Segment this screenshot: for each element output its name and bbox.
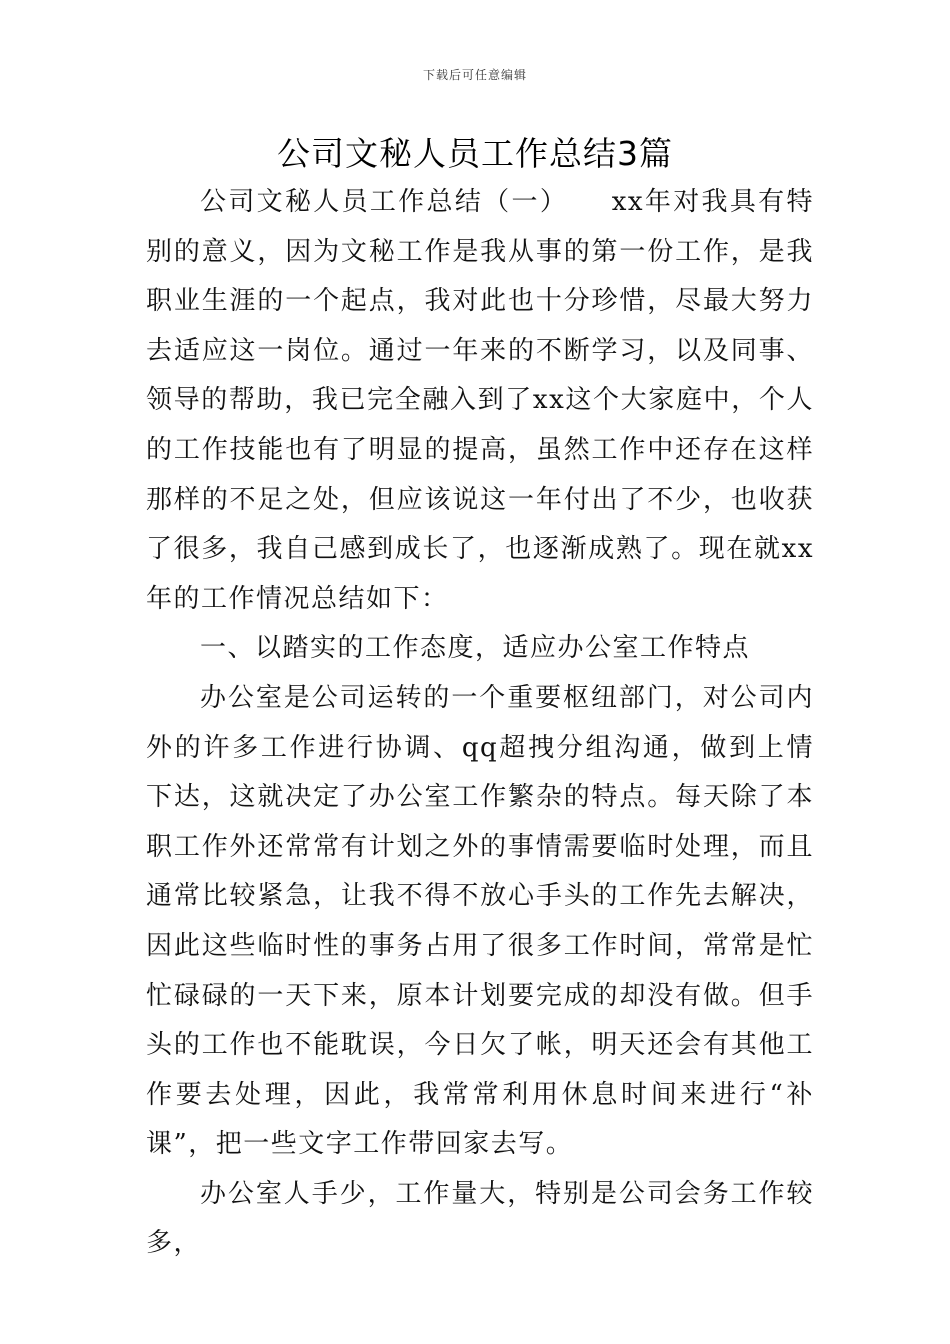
header-note: 下载后可任意编辑	[422, 68, 527, 82]
paragraph-staff: 办公室人手少，工作量大，特别是公司会务工作较多，	[146, 1178, 814, 1259]
document-body	[146, 178, 814, 1269]
document-title: 公司文秘人员工作总结3篇	[277, 134, 673, 173]
section-heading: 一、以踏实的工作态度，适应办公室工作特点	[200, 633, 751, 664]
paragraph-office: 办公室是公司运转的一个重要枢纽部门，对公司内外的许多工作进行协调、qq超拽分组沟通，做到上情下达，这就决定了办公室工作繁杂的特点。每天除了本职工作外还常常有计划之外的事情需要临时处理，而且通常比较紧急，让我不得不放心手头的工作先去解决，因此这些临时性的事务占用了很多工作时间，常常是忙忙碌碌的一天下来，原本计划要完成的却没有做。但手头的工作也不能耽误，今日欠了帐，明天还会有其他工作要去处理，因此，我常常利用休息时间来进行“补课”，把一些文字工作带回家去写。	[146, 682, 814, 1160]
paragraph-intro: 公司文秘人员工作总结（一） xx年对我具有特别的意义，因为文秘工作是我从事的第一份工作，是我职业生涯的一个起点，我对此也十分珍惜，尽最大努力去适应这一岗位。通过一年来的不断学习，以及同事、领导的帮助，我已完全融入到了xx这个大家庭中，个人的工作技能也有了明显的提高，虽然工作中还存在这样那样的不足之处，但应该说这一年付出了不少，也收获了很多，我自己感到成长了，也逐渐成熟了。现在就xx年的工作情况总结如下：	[146, 187, 814, 614]
